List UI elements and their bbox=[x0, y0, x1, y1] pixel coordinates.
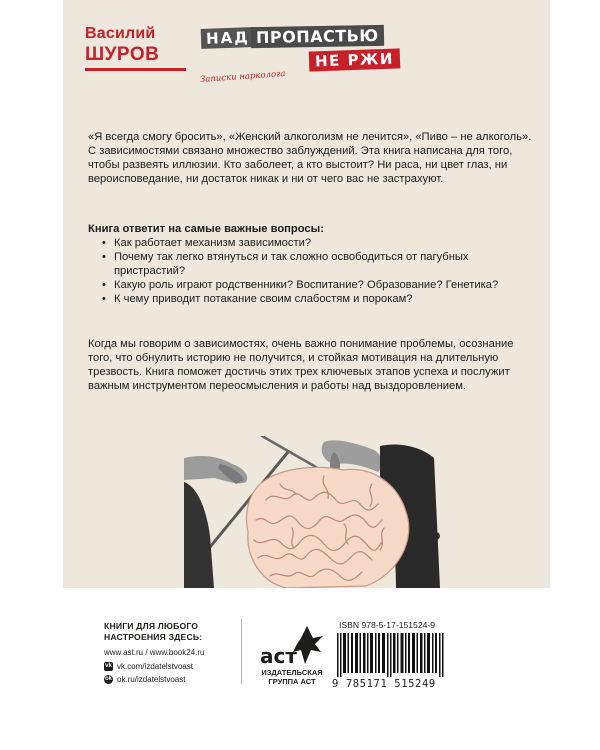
books-heading bbox=[104, 621, 202, 643]
social-link-text: ok.ru/izdatelstvoast bbox=[117, 675, 186, 684]
title-part-3: НЕ РЖИ bbox=[309, 48, 401, 71]
list-item: • Как работает механизм зависимости? bbox=[100, 236, 530, 250]
author-underline bbox=[85, 68, 186, 71]
barcode-icon bbox=[337, 633, 444, 677]
publisher-caption-line-2: ГРУППА АСТ bbox=[268, 677, 316, 686]
ast-logo-icon bbox=[255, 624, 327, 670]
vk-icon: vk bbox=[105, 663, 112, 669]
publisher-caption-line-1: ИЗДАТЕЛЬСКАЯ bbox=[261, 668, 323, 677]
books-heading-line-2: НАСТРОЕНИЯ ЗДЕСЬ: bbox=[104, 632, 203, 642]
closing-paragraph: Когда мы говорим о зависимостях, очень важно понимание проблемы, осознание того, что обнулить историю не получится, и стойкая мотивация на длительную трезвость. Книга поможет достичь этих трех ключевых этапов успеха и послужит важным инструментом переосмысления и работы над выздоровлением. bbox=[88, 338, 514, 392]
knitting-brain-illustration bbox=[184, 436, 484, 588]
book-subtitle: Записки нарколога bbox=[199, 69, 286, 85]
intro-paragraph: «Я всегда смогу бросить», «Женский алкоголизм не лечится», «Пиво – не алкоголь». С зависимостями связано множество заблуждений. Эта книга написана для того, чтобы развеять иллюзии. Кто заболеет, а кто выстоит? Ни раса, ни цвет глаз, ни вероисповедание, ни достаток никак и ни от чего вас не застрахуют. bbox=[88, 131, 532, 185]
list-item: • К чему приводит потакание своим слабостям и порокам? bbox=[100, 292, 530, 306]
barcode-digits: 9 785171 515249 bbox=[332, 678, 436, 690]
books-heading-line-1: КНИГИ ДЛЯ ЛЮБОГО bbox=[104, 621, 199, 631]
author-name bbox=[85, 26, 159, 64]
author-last-name: ШУРОВ bbox=[85, 44, 160, 65]
questions-heading: Книга ответит на самые важные вопросы: bbox=[88, 223, 324, 235]
author-first-name: Василий bbox=[85, 25, 156, 42]
social-link-vk bbox=[104, 662, 193, 671]
questions-list bbox=[100, 236, 530, 306]
isbn-number: ISBN 978-5-17-151524-9 bbox=[339, 620, 436, 630]
list-item: • Почему так легко втянуться и так сложно освободиться от пагубных пристрастий? bbox=[100, 250, 530, 278]
publisher-caption bbox=[254, 668, 330, 686]
back-cover bbox=[63, 0, 550, 588]
ok-icon: ok bbox=[104, 676, 112, 682]
social-link-text: vk.com/izdatelstvoast bbox=[117, 662, 194, 671]
footer-divider bbox=[241, 619, 242, 684]
social-link-ok bbox=[104, 675, 185, 684]
list-item: • Какую роль играют родственники? Воспитание? Образование? Генетика? bbox=[100, 278, 530, 292]
title-part-1: НАД bbox=[201, 27, 255, 49]
publisher-websites: www.ast.ru / www.book24.ru bbox=[104, 648, 205, 657]
svg-text:аст: аст bbox=[260, 644, 297, 668]
title-part-2: ПРОПАСТЬЮ bbox=[251, 25, 384, 48]
